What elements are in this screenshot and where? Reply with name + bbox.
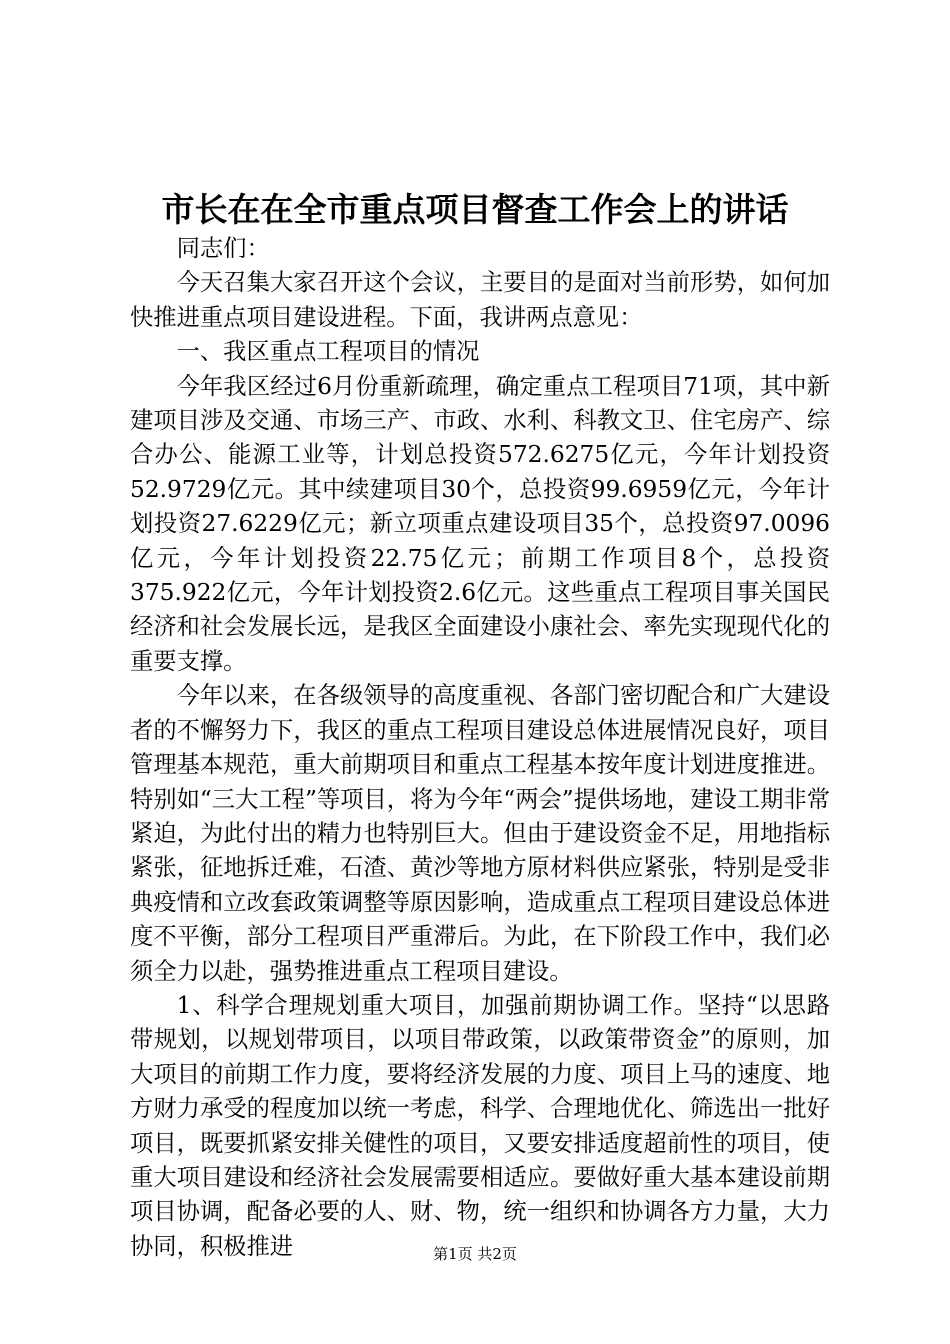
- page-total: 共2页: [477, 1245, 517, 1263]
- intro-paragraph: 今天召集大家召开这个会议，主要目的是面对当前形势，如何加快推进重点项目建设进程。下面，我讲两点意见：: [130, 269, 830, 331]
- document-title: 市长在在全市重点项目督查工作会上的讲话: [161, 190, 789, 229]
- document-body: [130, 232, 830, 1264]
- body-paragraph: 1、科学合理规划重大项目，加强前期协调工作。坚持“以思路带规划，以规划带项目，以项目带政策，以政策带资金”的原则，加大项目的前期工作力度，要将经济发展的力度、项目上马的速度、地方财力承受的程度加以统一考虑，科学、合理地优化、筛选出一批好项目，既要抓紧安排关健性的项目，又要安排适度超前性的项目，使重大项目建设和经济社会发展需要相适应。要做好重大基本建设前期项目协调，配备必要的人、财、物，统一组织和协调各方力量，大力协同，积极推进: [130, 991, 830, 1260]
- body-paragraph: 今年以来，在各级领导的高度重视、各部门密切配合和广大建设者的不懈努力下，我区的重点工程项目建设总体进展情况良好，项目管理基本规范，重大前期项目和重点工程基本按年度计划进度推进。特别如“三大工程”等项目，将为今年“两会”提供场地，建设工期非常紧迫，为此付出的精力也特别巨大。但由于建设资金不足，用地指标紧张，征地拆迁难，石渣、黄沙等地方原材料供应紧张，特别是受非典疫情和立改套政策调整等原因影响，造成重点工程项目建设总体进度不平衡，部分工程项目严重滞后。为此，在下阶段工作中，我们必须全力以赴，强势推进重点工程项目建设。: [130, 682, 830, 985]
- page-number: 第1页: [433, 1245, 473, 1263]
- section-heading: 一、我区重点工程项目的情况: [176, 338, 480, 366]
- page-footer: [0, 1243, 950, 1265]
- salutation-paragraph: 同志们：: [176, 235, 270, 262]
- body-paragraph: 今年我区经过6月份重新疏理，确定重点工程项目71项，其中新建项目涉及交通、市场三产、市政、水利、科教文卫、住宅房产、综合办公、能源工业等，计划总投资572.6275亿元，今年计划投资52.9729亿元。其中续建项目30个，总投资99.6959亿元，今年计划投资27.6229亿元；新立项重点建设项目35个，总投资97.0096亿元，今年计划投资22.75亿元；前期工作项目8个，总投资375.922亿元，今年计划投资2.6亿元。这些重点工程项目事关国民经济和社会发展长远，是我区全面建设小康社会、率先实现现代化的重要支撑。: [130, 372, 830, 675]
